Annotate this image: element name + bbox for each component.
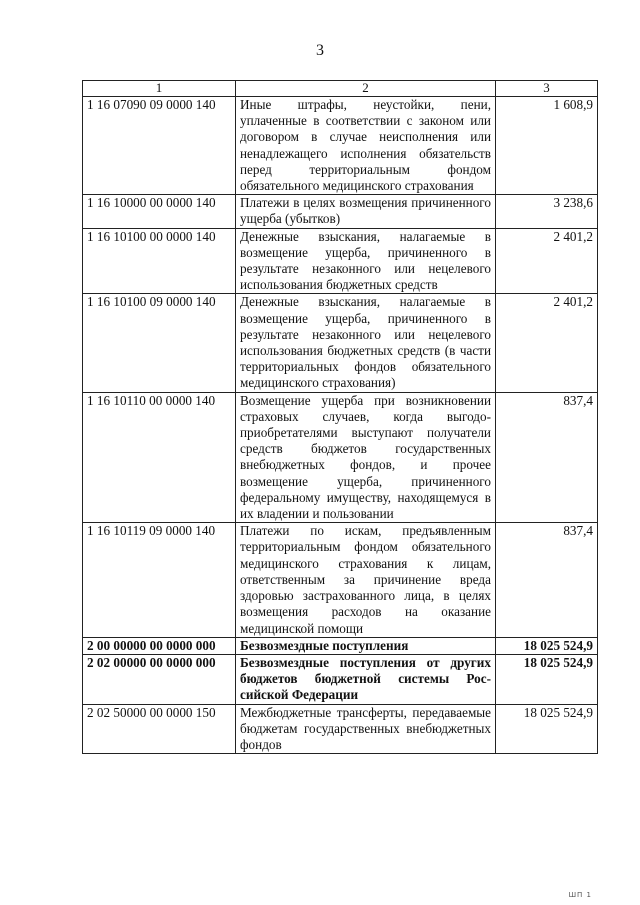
item-name-cell: Платежи в целях возмещения причиненного ущерба (убытков) — [236, 195, 496, 228]
budget-code-cell: 2 00 00000 00 0000 000 — [83, 637, 236, 654]
item-name-cell: Иные штрафы, неустойки, пени, уплаченные в соответствии с законом или договором в случае неисполнения или ненадлежащего исполнения обязательств перед территориальным фондом обязательного медицинского страхования — [236, 97, 496, 195]
table-row — [83, 523, 598, 637]
column-header-name: 2 — [236, 81, 496, 97]
budget-code-cell: 2 02 00000 00 0000 000 — [83, 654, 236, 704]
item-name-cell: Безвозмездные поступления — [236, 637, 496, 654]
table-row — [83, 654, 598, 704]
column-header-code: 1 — [83, 81, 236, 97]
footer-mark: ШП 1 — [568, 891, 592, 899]
budget-code-cell: 1 16 10000 00 0000 140 — [83, 195, 236, 228]
item-name-cell: Возмещение ущерба при возникновении страховых случаев, когда выгодоприобретателями выступают получатели средств бюджетов государственных внебюджетных фондов, и прочее возмещение ущерба, причиненного федеральному имуществу, находящемуся в их владении и пользовании — [236, 392, 496, 523]
item-name-cell: Безвозмездные поступления от других бюджетов бюджетной системы Российской Федерации — [236, 654, 496, 704]
budget-code-cell: 2 02 50000 00 0000 150 — [83, 704, 236, 754]
budget-code-cell: 1 16 10110 00 0000 140 — [83, 392, 236, 523]
budget-revenue-table — [82, 80, 598, 754]
table-header-row — [83, 81, 598, 97]
table-row — [83, 704, 598, 754]
table-row — [83, 97, 598, 195]
table-body — [83, 97, 598, 754]
amount-cell: 837,4 — [496, 523, 598, 637]
item-name-cell: Денежные взыскания, налагаемые в возмещение ущерба, причиненного в результате незаконного или нецелевого использования бюджетных средств (в части территориальных фондов обязательного медицинского страхования) — [236, 294, 496, 392]
page-number: 3 — [316, 42, 324, 59]
table-row — [83, 228, 598, 294]
table-row — [83, 294, 598, 392]
amount-cell: 2 401,2 — [496, 228, 598, 294]
budget-code-cell: 1 16 07090 09 0000 140 — [83, 97, 236, 195]
table-row — [83, 637, 598, 654]
budget-code-cell: 1 16 10100 09 0000 140 — [83, 294, 236, 392]
amount-cell: 18 025 524,9 — [496, 637, 598, 654]
amount-cell: 18 025 524,9 — [496, 704, 598, 754]
amount-cell: 18 025 524,9 — [496, 654, 598, 704]
amount-cell: 1 608,9 — [496, 97, 598, 195]
table-row — [83, 195, 598, 228]
budget-code-cell: 1 16 10119 09 0000 140 — [83, 523, 236, 637]
budget-code-cell: 1 16 10100 00 0000 140 — [83, 228, 236, 294]
amount-cell: 2 401,2 — [496, 294, 598, 392]
item-name-cell: Платежи по искам, предъявленным территориальным фондом обязательного медицинского страхования к лицам, ответственным за причинение вреда здоровью застрахованного лица, в целях возмещения расходов на оказание медицинской помощи — [236, 523, 496, 637]
column-header-amount: 3 — [496, 81, 598, 97]
table-row — [83, 392, 598, 523]
item-name-cell: Межбюджетные трансферты, передаваемые бюджетам государственных внебюджетных фондов — [236, 704, 496, 754]
amount-cell: 837,4 — [496, 392, 598, 523]
item-name-cell: Денежные взыскания, налагаемые в возмещение ущерба, причиненного в результате незаконного или нецелевого использования бюджетных средств — [236, 228, 496, 294]
amount-cell: 3 238,6 — [496, 195, 598, 228]
